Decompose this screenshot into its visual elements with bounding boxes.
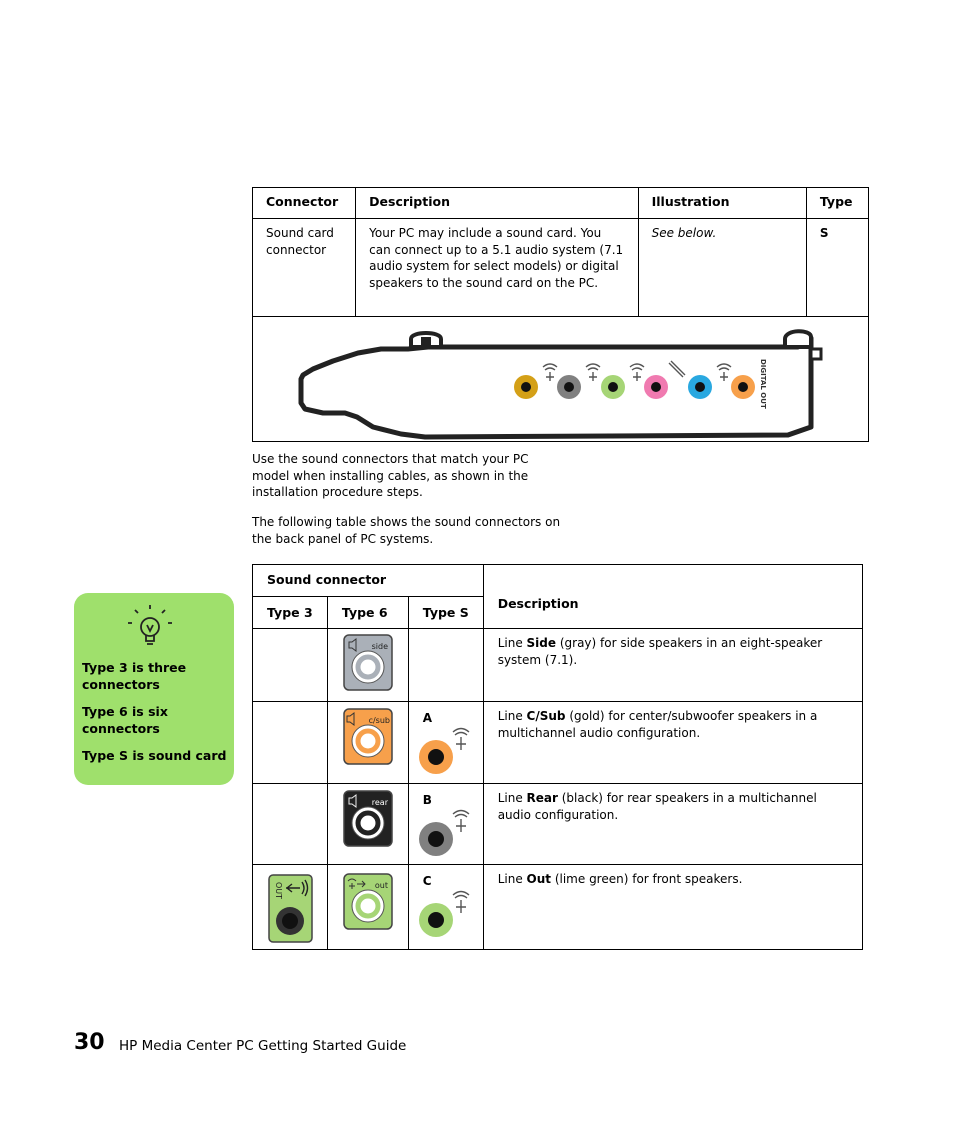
- sound-card-illustration: [253, 317, 869, 442]
- table-row: [253, 702, 863, 784]
- type3-cell: [253, 865, 328, 950]
- svg-text:side: side: [371, 642, 388, 651]
- csub-jack-icon: [343, 708, 393, 765]
- digital-out-label: DIGITAL OUT: [759, 359, 767, 409]
- sound-connector-table: [252, 564, 863, 950]
- header-type-6: Type 6: [327, 597, 408, 629]
- description-side: Line Side (gray) for side speakers in an eight-speaker system (7.1).: [483, 629, 862, 702]
- header-connector: Connector: [253, 188, 356, 219]
- types-cell: A: [408, 702, 483, 784]
- tip-line-type6: Type 6 is six connectors: [82, 704, 168, 736]
- svg-text:c/sub: c/sub: [368, 716, 390, 725]
- type6-cell: [327, 629, 408, 702]
- connector-table: [252, 187, 869, 442]
- rear-jack-icon: [343, 790, 393, 847]
- tip-line-types: Type S is sound card: [82, 748, 227, 763]
- sound-card-bracket-icon: [253, 317, 868, 440]
- header-description: Description: [356, 188, 638, 219]
- svg-text:rear: rear: [371, 798, 388, 807]
- types-cell: C: [408, 865, 483, 950]
- table-intro-paragraph: The following table shows the sound connectors on the back panel of PC systems.: [252, 515, 561, 546]
- out-jack-icon: [343, 873, 393, 930]
- type3-cell: [253, 629, 328, 702]
- table-row: [253, 219, 869, 317]
- description-out: Line Out (lime green) for front speakers.: [483, 865, 862, 950]
- header-description: Description: [483, 565, 862, 629]
- tip-line-type3: Type 3 is three connectors: [82, 660, 187, 692]
- group-header-row: [253, 565, 863, 597]
- header-illustration: Illustration: [638, 188, 806, 219]
- description-csub: Line C/Sub (gold) for center/subwoofer speakers in a multichannel audio configuration.: [483, 702, 862, 784]
- connector-description: Your PC may include a sound card. You can connect up to a 5.1 audio system (7.1 audio system for select models) or digital speakers to the sound card on the PC.: [356, 219, 638, 317]
- side-jack-icon: [343, 634, 393, 691]
- type6-cell: [327, 865, 408, 950]
- type6-cell: [327, 702, 408, 784]
- card-jack-green-icon: [419, 887, 479, 939]
- tip-box: [74, 593, 234, 785]
- sound-card-illustration-row: [253, 317, 869, 442]
- connector-type: S: [806, 219, 868, 317]
- page-number: 30: [74, 1030, 105, 1055]
- type3-cell: [253, 784, 328, 865]
- type3-cell: [253, 702, 328, 784]
- lightbulb-icon: [126, 603, 174, 647]
- footer-title: HP Media Center PC Getting Started Guide: [119, 1038, 407, 1054]
- table-row: [253, 784, 863, 865]
- type6-cell: [327, 784, 408, 865]
- table-row: [253, 865, 863, 950]
- table-row: [253, 629, 863, 702]
- intro-paragraph: Use the sound connectors that match your PC model when installing cables, as shown in the installation procedure steps.: [252, 452, 529, 499]
- connector-name: Sound card connector: [253, 219, 356, 317]
- header-type-3: Type 3: [253, 597, 328, 629]
- header-sound-connector: Sound connector: [253, 565, 484, 597]
- header-type: Type: [806, 188, 868, 219]
- svg-text:OUT: OUT: [274, 882, 283, 900]
- svg-text:out: out: [374, 881, 388, 890]
- connector-table-header-row: [253, 188, 869, 219]
- type3-out-jack-icon: [268, 874, 314, 944]
- description-rear: Line Rear (black) for rear speakers in a multichannel audio configuration.: [483, 784, 862, 865]
- card-jack-gray-icon: [419, 806, 479, 858]
- header-type-s: Type S: [408, 597, 483, 629]
- types-cell: B: [408, 784, 483, 865]
- types-cell: [408, 629, 483, 702]
- card-jack-gold-icon: [419, 724, 479, 776]
- illustration-note: See below.: [638, 219, 806, 317]
